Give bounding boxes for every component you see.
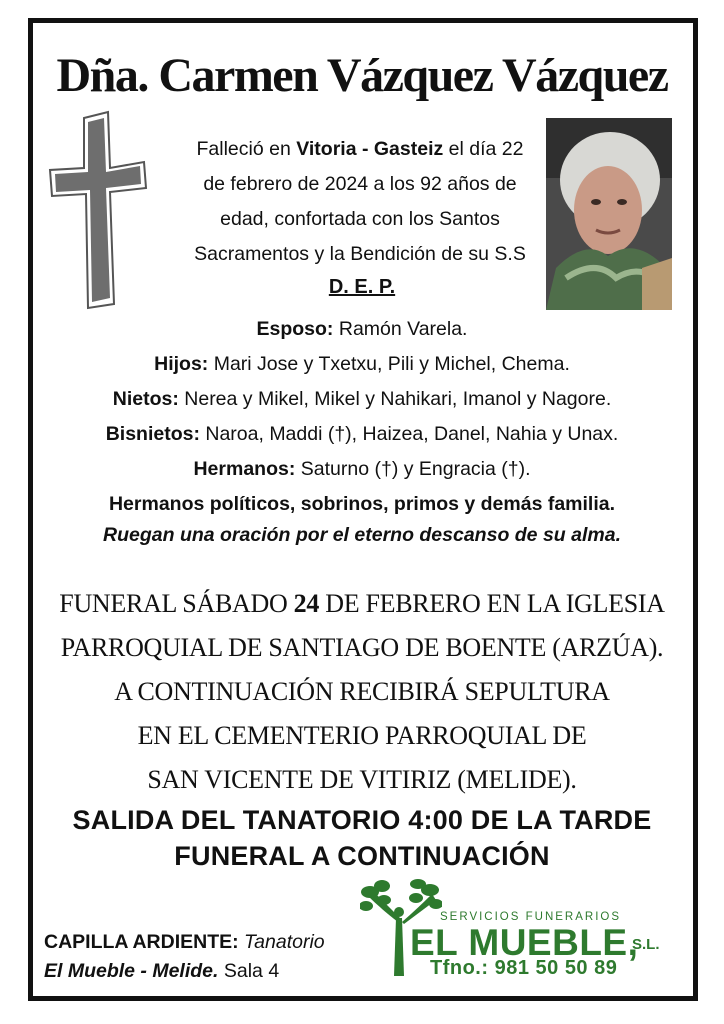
chapel-text: Tanatorio xyxy=(238,931,325,953)
intro-text: Falleció en xyxy=(196,138,297,160)
intro-line-1 xyxy=(170,132,550,167)
family-label: Hermanos: xyxy=(193,458,296,480)
prayer-request: Ruegan una oración por el eterno descanso de su alma. xyxy=(103,524,621,546)
chapel-place: El Mueble - Melide. xyxy=(44,960,219,982)
funeral-text: FUNERAL SÁBADO xyxy=(59,589,294,618)
chapel-info xyxy=(44,928,374,986)
funeral-line-5: SAN VICENTE DE VITIRIZ (MELIDE). xyxy=(147,765,577,794)
intro-line-4: Sacramentos y la Bendición de su S.S xyxy=(194,243,526,265)
chapel-line-2 xyxy=(44,957,374,986)
family-label: Bisnietos: xyxy=(105,423,200,445)
chapel-label: CAPILLA ARDIENTE: xyxy=(44,931,239,953)
funeral-line-3: A CONTINUACIÓN RECIBIRÁ SEPULTURA xyxy=(114,677,610,706)
intro-city: Vitoria - Gasteiz xyxy=(296,138,444,160)
funeral-line-1 xyxy=(0,582,724,626)
deceased-name: Dña. Carmen Vázquez Vázquez xyxy=(56,49,668,102)
family-value: Saturno (†) y Engracia (†). xyxy=(295,458,531,480)
funeral-date: 24 xyxy=(293,589,320,618)
chapel-room: Sala 4 xyxy=(218,960,280,982)
logo-subtitle: SERVICIOS FUNERARIOS xyxy=(440,911,622,923)
departure-info xyxy=(0,802,724,874)
dep-heading: D. E. P. xyxy=(328,276,396,298)
logo-suffix: S.L. xyxy=(632,936,660,953)
family-list xyxy=(0,312,724,553)
logo-name: EL MUEBLE, xyxy=(410,922,639,963)
family-value: Nerea y Mikel, Mikel y Nahikari, Imanol y Nagore. xyxy=(178,388,612,410)
family-value: Naroa, Maddi (†), Haizea, Danel, Nahia y Unax. xyxy=(199,423,619,445)
funeral-line-4: EN EL CEMENTERIO PARROQUIAL DE xyxy=(137,721,587,750)
departure-line-2: FUNERAL A CONTINUACIÓN xyxy=(174,841,550,871)
family-label: Hijos: xyxy=(154,353,209,375)
funeral-line-2: PARROQUIAL DE SANTIAGO DE BOENTE (ARZÚA). xyxy=(60,633,664,662)
intro-line-2: de febrero de 2024 a los 92 años de xyxy=(203,173,517,195)
chapel-line-1 xyxy=(44,928,374,957)
family-hijos xyxy=(0,347,724,382)
funeral-text: DE FEBRERO EN LA IGLESIA xyxy=(319,589,665,618)
family-value: Mari Jose y Txetxu, Pili y Michel, Chema. xyxy=(208,353,570,375)
logo-phone: Tfno.: 981 50 50 89 xyxy=(430,957,618,979)
family-politicos: Hermanos políticos, sobrinos, primos y demás familia. xyxy=(108,493,616,515)
family-nietos xyxy=(0,382,724,417)
family-value: Ramón Varela. xyxy=(333,318,468,340)
funeral-details xyxy=(0,582,724,802)
death-announcement xyxy=(170,132,550,272)
intro-line-3: edad, confortada con los Santos xyxy=(220,208,500,230)
family-label: Nietos: xyxy=(112,388,179,410)
family-esposo xyxy=(0,312,724,347)
family-bisnietos xyxy=(0,417,724,452)
family-label: Esposo: xyxy=(256,318,334,340)
family-hermanos xyxy=(0,452,724,487)
intro-text: el día 22 xyxy=(443,138,524,160)
departure-line-1: SALIDA DEL TANATORIO 4:00 DE LA TARDE xyxy=(72,805,652,835)
